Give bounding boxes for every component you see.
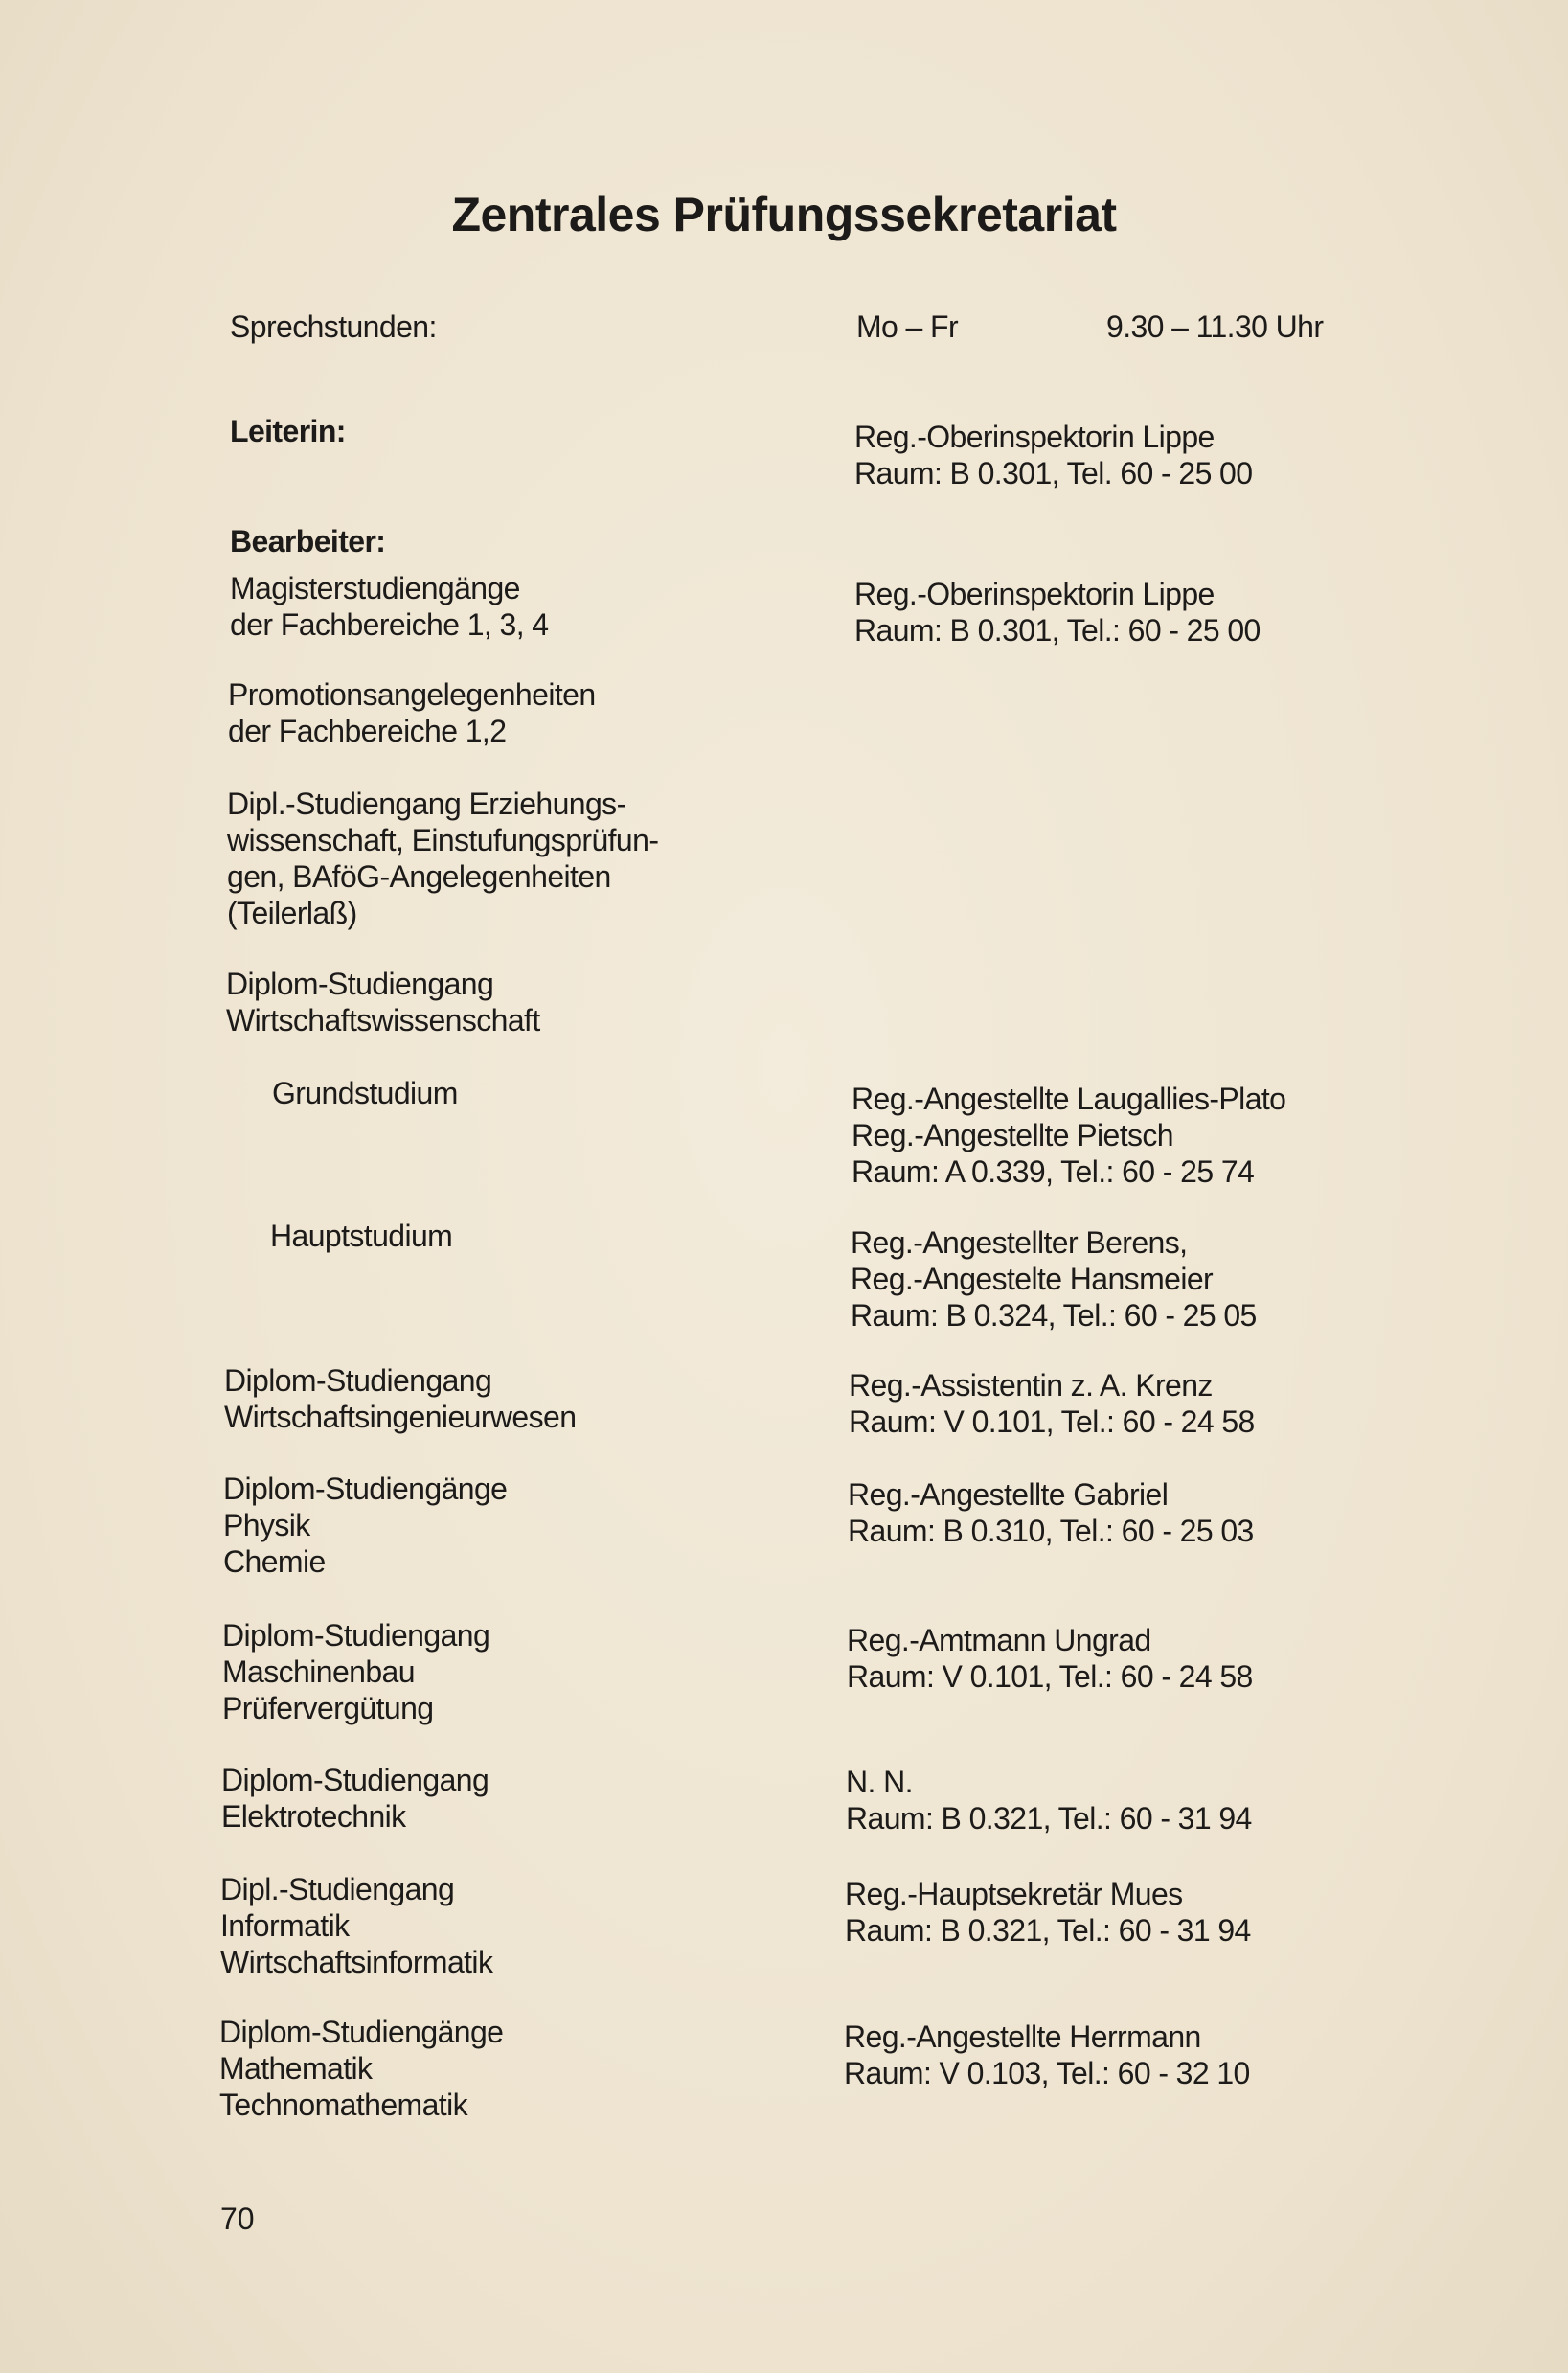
entry-text: Hauptstudium bbox=[270, 1219, 453, 1253]
entry-text: Diplom-Studiengänge bbox=[223, 1472, 508, 1506]
entry-right bbox=[844, 2019, 1250, 2091]
entry-left bbox=[226, 966, 540, 1038]
entry-text: Wirtschaftswissenschaft bbox=[226, 1003, 540, 1038]
entry-left bbox=[230, 570, 548, 643]
leiterin-name: Reg.-Oberinspektorin Lippe bbox=[854, 420, 1215, 454]
entry-left bbox=[224, 1362, 576, 1435]
entry-text: Reg.-Assistentin z. A. Krenz bbox=[849, 1368, 1213, 1403]
entry-text: Physik bbox=[223, 1508, 310, 1542]
entry-left bbox=[220, 1871, 492, 1980]
entry-text: Raum: V 0.101, Tel.: 60 - 24 58 bbox=[849, 1404, 1255, 1439]
entry-text: Reg.-Angestellte Gabriel bbox=[848, 1477, 1169, 1512]
entry-text: Diplom-Studiengang bbox=[226, 967, 494, 1001]
leiterin-label: Leiterin: bbox=[230, 414, 346, 448]
entry-text: Maschinenbau bbox=[222, 1654, 415, 1689]
entry-text: Grundstudium bbox=[272, 1076, 458, 1110]
bearbeiter-label: Bearbeiter: bbox=[230, 524, 386, 559]
page-number: 70 bbox=[220, 2202, 255, 2236]
entry-text: Prüfervergütung bbox=[222, 1691, 434, 1725]
entry-text: Chemie bbox=[223, 1544, 326, 1579]
entry-text: Raum: B 0.324, Tel.: 60 - 25 05 bbox=[851, 1298, 1257, 1333]
entry-text: Raum: V 0.101, Tel.: 60 - 24 58 bbox=[847, 1659, 1253, 1694]
entry-right bbox=[845, 1876, 1251, 1949]
entry-text: Diplom-Studiengang bbox=[221, 1763, 489, 1797]
entry-text: Reg.-Oberinspektorin Lippe bbox=[854, 577, 1215, 611]
entry-text: Wirtschaftsingenieurwesen bbox=[224, 1400, 577, 1434]
entry-text: Reg.-Angestellte Laugallies-Plato bbox=[852, 1082, 1286, 1116]
entry-text: Reg.-Angestellte Pietsch bbox=[852, 1118, 1174, 1152]
entry-text: Diplom-Studiengang bbox=[224, 1363, 492, 1398]
entry-left bbox=[223, 1471, 507, 1580]
entry-right bbox=[848, 1476, 1254, 1549]
entry-left bbox=[222, 1617, 489, 1726]
entry-text: Raum: V 0.103, Tel.: 60 - 32 10 bbox=[844, 2056, 1250, 2090]
entry-left bbox=[270, 1218, 452, 1254]
entry-text: Reg.-Hauptsekretär Mues bbox=[845, 1877, 1183, 1911]
sprechstunden-label: Sprechstunden: bbox=[230, 309, 437, 344]
entry-text: Raum: A 0.339, Tel.: 60 - 25 74 bbox=[852, 1154, 1255, 1189]
entry-right bbox=[852, 1081, 1285, 1190]
entry-text: N. N. bbox=[846, 1765, 913, 1799]
leiterin-room: Raum: B 0.301, Tel. 60 - 25 00 bbox=[854, 456, 1253, 491]
sprechstunden-days: Mo – Fr bbox=[856, 309, 959, 344]
entry-left bbox=[227, 786, 658, 931]
entry-text: Raum: B 0.301, Tel.: 60 - 25 00 bbox=[854, 613, 1261, 648]
entry-text: Dipl.-Studiengang Erziehungs- bbox=[227, 787, 626, 821]
entry-right bbox=[851, 1224, 1257, 1334]
entry-right bbox=[846, 1764, 1252, 1837]
entry-text: Mathematik bbox=[219, 2051, 373, 2086]
entry-text: Raum: B 0.321, Tel.: 60 - 31 94 bbox=[846, 1801, 1252, 1836]
page-title: Zentrales Prüfungssekretariat bbox=[451, 188, 1117, 241]
entry-right bbox=[847, 1622, 1253, 1695]
entry-text: Wirtschaftsinformatik bbox=[220, 1945, 493, 1979]
entry-text: Raum: B 0.321, Tel.: 60 - 31 94 bbox=[845, 1913, 1251, 1948]
entry-text: gen, BAföG-Angelegenheiten bbox=[227, 859, 611, 894]
entry-text: Elektrotechnik bbox=[221, 1799, 406, 1834]
entry-text: Reg.-Amtmann Ungrad bbox=[847, 1623, 1151, 1657]
entry-text: Diplom-Studiengänge bbox=[219, 2015, 504, 2049]
entry-text: Dipl.-Studiengang bbox=[220, 1872, 455, 1906]
entry-text: Informatik bbox=[220, 1908, 350, 1943]
entry-right bbox=[849, 1367, 1255, 1440]
entry-text: Reg.-Angestellte Herrmann bbox=[844, 2019, 1201, 2054]
entry-text: der Fachbereiche 1, 3, 4 bbox=[230, 607, 549, 642]
entry-left bbox=[221, 1762, 489, 1835]
entry-text: Technomathematik bbox=[219, 2088, 467, 2122]
entry-text: Magisterstudiengänge bbox=[230, 571, 520, 605]
entry-left bbox=[272, 1075, 458, 1111]
entry-text: Reg.-Angestelte Hansmeier bbox=[851, 1262, 1214, 1296]
entry-left bbox=[219, 2014, 503, 2123]
entry-text: Reg.-Angestellter Berens, bbox=[851, 1225, 1188, 1260]
leiterin-info bbox=[854, 419, 1252, 491]
entry-text: Diplom-Studiengang bbox=[222, 1618, 490, 1653]
entry-right bbox=[854, 576, 1261, 649]
entry-text: Promotionsangelegenheiten bbox=[228, 677, 596, 712]
entry-text: (Teilerlaß) bbox=[227, 896, 357, 930]
entry-text: der Fachbereiche 1,2 bbox=[228, 714, 507, 748]
sprechstunden-time: 9.30 – 11.30 Uhr bbox=[1106, 309, 1324, 344]
entry-text: Raum: B 0.310, Tel.: 60 - 25 03 bbox=[848, 1514, 1254, 1548]
entry-text: wissenschaft, Einstufungsprüfun- bbox=[227, 823, 659, 857]
entry-left bbox=[228, 676, 596, 749]
